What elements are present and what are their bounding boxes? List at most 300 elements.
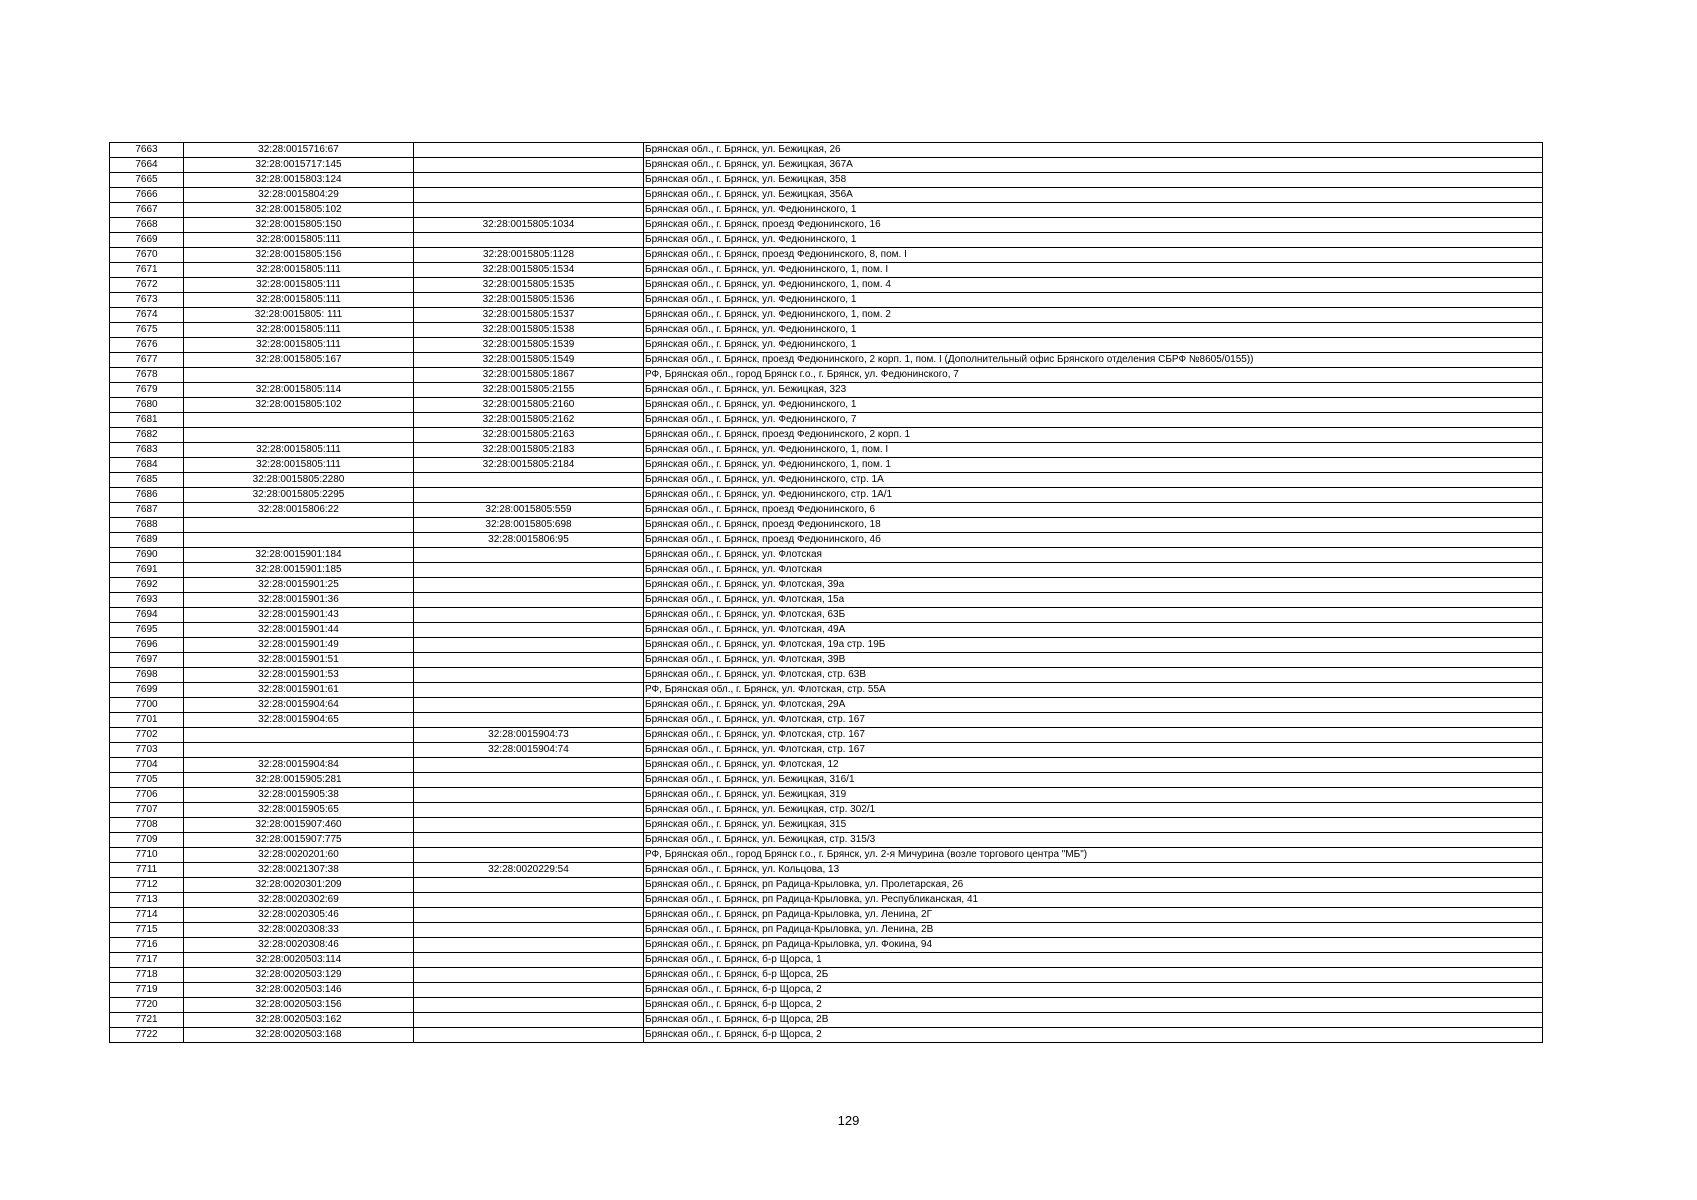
address-cell: Брянская обл., г. Брянск, ул. Бежицкая, 358: [644, 173, 1543, 188]
object-number-cell: [414, 908, 644, 923]
table-row: [110, 743, 1543, 758]
cadastral-number-cell: [184, 728, 414, 743]
address-cell: Брянская обл., г. Брянск, б-р Щорса, 2: [644, 1028, 1543, 1043]
row-number-cell: 7692: [110, 578, 184, 593]
cadastral-number-cell: 32:28:0020503:162: [184, 1013, 414, 1028]
row-number-cell: 7697: [110, 653, 184, 668]
table-row: [110, 713, 1543, 728]
table-row: [110, 188, 1543, 203]
address-cell: Брянская обл., г. Брянск, ул. Флотская, 63Б: [644, 608, 1543, 623]
cadastral-number-cell: 32:28:0015905:281: [184, 773, 414, 788]
cadastral-number-cell: 32:28:0015805:114: [184, 383, 414, 398]
object-number-cell: [414, 968, 644, 983]
address-cell: Брянская обл., г. Брянск, проезд Федюнинского, 16: [644, 218, 1543, 233]
table-row: [110, 623, 1543, 638]
address-cell: Брянская обл., г. Брянск, рп Радица-Крыловка, ул. Пролетарская, 26: [644, 878, 1543, 893]
cadastral-number-cell: 32:28:0015905:38: [184, 788, 414, 803]
table-row: [110, 383, 1543, 398]
object-number-cell: [414, 758, 644, 773]
table-row: [110, 503, 1543, 518]
cadastral-number-cell: 32:28:0020503:156: [184, 998, 414, 1013]
row-number-cell: 7687: [110, 503, 184, 518]
row-number-cell: 7669: [110, 233, 184, 248]
row-number-cell: 7676: [110, 338, 184, 353]
table-row: [110, 668, 1543, 683]
object-number-cell: 32:28:0015805:1536: [414, 293, 644, 308]
object-number-cell: 32:28:0015805:2183: [414, 443, 644, 458]
table-row: [110, 473, 1543, 488]
object-number-cell: [414, 953, 644, 968]
object-number-cell: 32:28:0015805:1128: [414, 248, 644, 263]
cadastral-number-cell: 32:28:0015905:65: [184, 803, 414, 818]
object-number-cell: [414, 1013, 644, 1028]
cadastral-number-cell: 32:28:0015904:65: [184, 713, 414, 728]
table-row: [110, 533, 1543, 548]
table-row: [110, 758, 1543, 773]
address-cell: РФ, Брянская обл., г. Брянск, ул. Флотская, стр. 55А: [644, 683, 1543, 698]
object-number-cell: [414, 668, 644, 683]
object-number-cell: 32:28:0015805:559: [414, 503, 644, 518]
cadastral-number-cell: [184, 743, 414, 758]
row-number-cell: 7717: [110, 953, 184, 968]
table-row: [110, 638, 1543, 653]
registry-table-body: [110, 143, 1543, 1043]
cadastral-number-cell: 32:28:0015805:150: [184, 218, 414, 233]
row-number-cell: 7702: [110, 728, 184, 743]
address-cell: Брянская обл., г. Брянск, б-р Щорса, 2Б: [644, 968, 1543, 983]
row-number-cell: 7690: [110, 548, 184, 563]
address-cell: Брянская обл., г. Брянск, проезд Федюнинского, 18: [644, 518, 1543, 533]
cadastral-number-cell: 32:28:0020305:46: [184, 908, 414, 923]
address-cell: Брянская обл., г. Брянск, ул. Бежицкая, 315: [644, 818, 1543, 833]
table-row: [110, 443, 1543, 458]
row-number-cell: 7685: [110, 473, 184, 488]
table-row: [110, 548, 1543, 563]
cadastral-number-cell: 32:28:0015805:111: [184, 443, 414, 458]
cadastral-number-cell: 32:28:0015805:111: [184, 338, 414, 353]
object-number-cell: [414, 833, 644, 848]
row-number-cell: 7694: [110, 608, 184, 623]
address-cell: Брянская обл., г. Брянск, ул. Бежицкая, 323: [644, 383, 1543, 398]
cadastral-number-cell: 32:28:0015907:775: [184, 833, 414, 848]
object-number-cell: [414, 488, 644, 503]
object-number-cell: 32:28:0015805:2162: [414, 413, 644, 428]
object-number-cell: [414, 773, 644, 788]
cadastral-number-cell: 32:28:0015803:124: [184, 173, 414, 188]
table-row: [110, 173, 1543, 188]
address-cell: Брянская обл., г. Брянск, ул. Бежицкая, 367А: [644, 158, 1543, 173]
address-cell: Брянская обл., г. Брянск, ул. Флотская, 39а: [644, 578, 1543, 593]
row-number-cell: 7681: [110, 413, 184, 428]
address-cell: Брянская обл., г. Брянск, ул. Флотская: [644, 563, 1543, 578]
cadastral-number-cell: 32:28:0015716:67: [184, 143, 414, 158]
table-row: [110, 848, 1543, 863]
object-number-cell: 32:28:0015904:73: [414, 728, 644, 743]
object-number-cell: 32:28:0015805:2155: [414, 383, 644, 398]
object-number-cell: [414, 698, 644, 713]
cadastral-number-cell: 32:28:0015805: 111: [184, 308, 414, 323]
cadastral-number-cell: 32:28:0021307:38: [184, 863, 414, 878]
row-number-cell: 7684: [110, 458, 184, 473]
table-row: [110, 608, 1543, 623]
table-row: [110, 803, 1543, 818]
cadastral-number-cell: 32:28:0015805:111: [184, 233, 414, 248]
object-number-cell: 32:28:0020229:54: [414, 863, 644, 878]
address-cell: Брянская обл., г. Брянск, рп Радица-Крыловка, ул. Ленина, 2В: [644, 923, 1543, 938]
address-cell: Брянская обл., г. Брянск, б-р Щорса, 2: [644, 998, 1543, 1013]
address-cell: Брянская обл., г. Брянск, ул. Флотская, 12: [644, 758, 1543, 773]
row-number-cell: 7679: [110, 383, 184, 398]
row-number-cell: 7713: [110, 893, 184, 908]
row-number-cell: 7703: [110, 743, 184, 758]
cadastral-number-cell: 32:28:0015901:185: [184, 563, 414, 578]
table-row: [110, 218, 1543, 233]
cadastral-number-cell: 32:28:0015805:167: [184, 353, 414, 368]
cadastral-number-cell: 32:28:0015907:460: [184, 818, 414, 833]
object-number-cell: 32:28:0015805:698: [414, 518, 644, 533]
table-row: [110, 698, 1543, 713]
object-number-cell: [414, 788, 644, 803]
row-number-cell: 7680: [110, 398, 184, 413]
object-number-cell: [414, 623, 644, 638]
row-number-cell: 7718: [110, 968, 184, 983]
cadastral-number-cell: 32:28:0015805:111: [184, 278, 414, 293]
address-cell: Брянская обл., г. Брянск, ул. Флотская, стр. 167: [644, 728, 1543, 743]
object-number-cell: [414, 923, 644, 938]
table-row: [110, 413, 1543, 428]
table-row: [110, 263, 1543, 278]
cadastral-number-cell: 32:28:0015717:145: [184, 158, 414, 173]
cadastral-number-cell: 32:28:0015805:156: [184, 248, 414, 263]
object-number-cell: [414, 638, 644, 653]
row-number-cell: 7709: [110, 833, 184, 848]
cadastral-number-cell: 32:28:0015904:84: [184, 758, 414, 773]
row-number-cell: 7670: [110, 248, 184, 263]
object-number-cell: 32:28:0015805:2184: [414, 458, 644, 473]
address-cell: Брянская обл., г. Брянск, ул. Флотская, стр. 167: [644, 743, 1543, 758]
row-number-cell: 7701: [110, 713, 184, 728]
object-number-cell: [414, 203, 644, 218]
object-number-cell: 32:28:0015805:1034: [414, 218, 644, 233]
cadastral-number-cell: 32:28:0015805:102: [184, 398, 414, 413]
cadastral-number-cell: 32:28:0020308:46: [184, 938, 414, 953]
row-number-cell: 7666: [110, 188, 184, 203]
address-cell: Брянская обл., г. Брянск, проезд Федюнинского, 6: [644, 503, 1543, 518]
cadastral-number-cell: 32:28:0020201:60: [184, 848, 414, 863]
table-row: [110, 518, 1543, 533]
object-number-cell: [414, 473, 644, 488]
object-number-cell: [414, 608, 644, 623]
row-number-cell: 7683: [110, 443, 184, 458]
cadastral-number-cell: 32:28:0020503:129: [184, 968, 414, 983]
table-row: [110, 458, 1543, 473]
row-number-cell: 7708: [110, 818, 184, 833]
table-row: [110, 998, 1543, 1013]
row-number-cell: 7698: [110, 668, 184, 683]
table-row: [110, 1028, 1543, 1043]
row-number-cell: 7710: [110, 848, 184, 863]
row-number-cell: 7711: [110, 863, 184, 878]
address-cell: Брянская обл., г. Брянск, ул. Бежицкая, 356А: [644, 188, 1543, 203]
object-number-cell: [414, 878, 644, 893]
row-number-cell: 7675: [110, 323, 184, 338]
cadastral-number-cell: 32:28:0020302:69: [184, 893, 414, 908]
table-row: [110, 308, 1543, 323]
cadastral-number-cell: [184, 518, 414, 533]
address-cell: Брянская обл., г. Брянск, рп Радица-Крыловка, ул. Ленина, 2Г: [644, 908, 1543, 923]
cadastral-number-cell: 32:28:0015904:64: [184, 698, 414, 713]
cadastral-number-cell: 32:28:0015901:44: [184, 623, 414, 638]
row-number-cell: 7686: [110, 488, 184, 503]
cadastral-number-cell: 32:28:0020503:114: [184, 953, 414, 968]
address-cell: Брянская обл., г. Брянск, ул. Бежицкая, 319: [644, 788, 1543, 803]
cadastral-number-cell: [184, 428, 414, 443]
object-number-cell: 32:28:0015904:74: [414, 743, 644, 758]
table-row: [110, 908, 1543, 923]
address-cell: Брянская обл., г. Брянск, проезд Федюнинского, 2 корп. 1: [644, 428, 1543, 443]
row-number-cell: 7674: [110, 308, 184, 323]
address-cell: Брянская обл., г. Брянск, б-р Щорса, 1: [644, 953, 1543, 968]
cadastral-number-cell: 32:28:0015805:111: [184, 263, 414, 278]
registry-table: [109, 142, 1543, 1043]
address-cell: Брянская обл., г. Брянск, ул. Флотская, 39В: [644, 653, 1543, 668]
table-row: [110, 323, 1543, 338]
table-row: [110, 368, 1543, 383]
address-cell: Брянская обл., г. Брянск, ул. Федюнинского, стр. 1А: [644, 473, 1543, 488]
cadastral-number-cell: 32:28:0015805:2295: [184, 488, 414, 503]
row-number-cell: 7665: [110, 173, 184, 188]
object-number-cell: [414, 893, 644, 908]
cadastral-number-cell: 32:28:0015805:102: [184, 203, 414, 218]
cadastral-number-cell: 32:28:0020503:168: [184, 1028, 414, 1043]
table-row: [110, 728, 1543, 743]
cadastral-number-cell: 32:28:0015805:111: [184, 323, 414, 338]
cadastral-number-cell: 32:28:0015901:25: [184, 578, 414, 593]
table-row: [110, 203, 1543, 218]
row-number-cell: 7722: [110, 1028, 184, 1043]
row-number-cell: 7671: [110, 263, 184, 278]
object-number-cell: [414, 233, 644, 248]
cadastral-number-cell: [184, 368, 414, 383]
cadastral-number-cell: 32:28:0015805:2280: [184, 473, 414, 488]
row-number-cell: 7699: [110, 683, 184, 698]
table-row: [110, 233, 1543, 248]
object-number-cell: [414, 983, 644, 998]
cadastral-number-cell: 32:28:0015901:53: [184, 668, 414, 683]
object-number-cell: [414, 143, 644, 158]
object-number-cell: [414, 158, 644, 173]
cadastral-number-cell: 32:28:0020308:33: [184, 923, 414, 938]
address-cell: Брянская обл., г. Брянск, ул. Бежицкая, 26: [644, 143, 1543, 158]
table-row: [110, 833, 1543, 848]
table-row: [110, 983, 1543, 998]
table-row: [110, 338, 1543, 353]
address-cell: Брянская обл., г. Брянск, ул. Бежицкая, 316/1: [644, 773, 1543, 788]
table-row: [110, 563, 1543, 578]
object-number-cell: 32:28:0015805:1534: [414, 263, 644, 278]
row-number-cell: 7720: [110, 998, 184, 1013]
address-cell: Брянская обл., г. Брянск, проезд Федюнинского, 8, пом. I: [644, 248, 1543, 263]
table-row: [110, 578, 1543, 593]
row-number-cell: 7677: [110, 353, 184, 368]
address-cell: Брянская обл., г. Брянск, ул. Флотская, 19а стр. 19Б: [644, 638, 1543, 653]
row-number-cell: 7716: [110, 938, 184, 953]
table-row: [110, 488, 1543, 503]
address-cell: Брянская обл., г. Брянск, ул. Бежицкая, стр. 315/3: [644, 833, 1543, 848]
cadastral-number-cell: 32:28:0020503:146: [184, 983, 414, 998]
cadastral-number-cell: 32:28:0015901:36: [184, 593, 414, 608]
address-cell: Брянская обл., г. Брянск, ул. Федюнинского, 1, пом. I: [644, 263, 1543, 278]
address-cell: Брянская обл., г. Брянск, рп Радица-Крыловка, ул. Республиканская, 41: [644, 893, 1543, 908]
object-number-cell: 32:28:0015805:1537: [414, 308, 644, 323]
address-cell: Брянская обл., г. Брянск, ул. Флотская, стр. 167: [644, 713, 1543, 728]
row-number-cell: 7704: [110, 758, 184, 773]
table-row: [110, 398, 1543, 413]
address-cell: Брянская обл., г. Брянск, рп Радица-Крыловка, ул. Фокина, 94: [644, 938, 1543, 953]
row-number-cell: 7682: [110, 428, 184, 443]
address-cell: РФ, Брянская обл., город Брянск г.о., г. Брянск, ул. Федюнинского, 7: [644, 368, 1543, 383]
object-number-cell: 32:28:0015805:2160: [414, 398, 644, 413]
table-row: [110, 143, 1543, 158]
table-row: [110, 1013, 1543, 1028]
address-cell: Брянская обл., г. Брянск, ул. Федюнинского, 1: [644, 293, 1543, 308]
object-number-cell: 32:28:0015805:1538: [414, 323, 644, 338]
table-row: [110, 953, 1543, 968]
address-cell: Брянская обл., г. Брянск, проезд Федюнинского, 4б: [644, 533, 1543, 548]
address-cell: Брянская обл., г. Брянск, ул. Флотская, 49А: [644, 623, 1543, 638]
row-number-cell: 7689: [110, 533, 184, 548]
table-row: [110, 293, 1543, 308]
table-row: [110, 938, 1543, 953]
cadastral-number-cell: [184, 413, 414, 428]
table-row: [110, 773, 1543, 788]
address-cell: Брянская обл., г. Брянск, ул. Федюнинского, 1: [644, 203, 1543, 218]
table-row: [110, 593, 1543, 608]
object-number-cell: [414, 548, 644, 563]
object-number-cell: 32:28:0015805:1535: [414, 278, 644, 293]
row-number-cell: 7693: [110, 593, 184, 608]
address-cell: Брянская обл., г. Брянск, ул. Флотская: [644, 548, 1543, 563]
row-number-cell: 7721: [110, 1013, 184, 1028]
table-row: [110, 353, 1543, 368]
cadastral-number-cell: 32:28:0015901:184: [184, 548, 414, 563]
cadastral-number-cell: [184, 533, 414, 548]
object-number-cell: [414, 848, 644, 863]
table-row: [110, 278, 1543, 293]
registry-table-container: [109, 142, 1542, 1043]
table-row: [110, 863, 1543, 878]
cadastral-number-cell: 32:28:0015901:43: [184, 608, 414, 623]
page-number: 129: [837, 1113, 860, 1128]
cadastral-number-cell: 32:28:0015901:49: [184, 638, 414, 653]
object-number-cell: [414, 683, 644, 698]
row-number-cell: 7695: [110, 623, 184, 638]
cadastral-number-cell: 32:28:0015806:22: [184, 503, 414, 518]
row-number-cell: 7672: [110, 278, 184, 293]
address-cell: Брянская обл., г. Брянск, ул. Бежицкая, стр. 302/1: [644, 803, 1543, 818]
row-number-cell: 7707: [110, 803, 184, 818]
table-row: [110, 788, 1543, 803]
table-row: [110, 923, 1543, 938]
object-number-cell: [414, 803, 644, 818]
object-number-cell: [414, 563, 644, 578]
address-cell: РФ, Брянская обл., город Брянск г.о., г. Брянск, ул. 2-я Мичурина (возле торгового центра "МБ"): [644, 848, 1543, 863]
row-number-cell: 7700: [110, 698, 184, 713]
cadastral-number-cell: 32:28:0015805:111: [184, 293, 414, 308]
object-number-cell: 32:28:0015805:1867: [414, 368, 644, 383]
object-number-cell: [414, 173, 644, 188]
cadastral-number-cell: 32:28:0015804:29: [184, 188, 414, 203]
address-cell: Брянская обл., г. Брянск, ул. Федюнинского, 1, пом. 1: [644, 458, 1543, 473]
table-row: [110, 653, 1543, 668]
cadastral-number-cell: 32:28:0015805:111: [184, 458, 414, 473]
address-cell: Брянская обл., г. Брянск, ул. Федюнинского, стр. 1А/1: [644, 488, 1543, 503]
address-cell: Брянская обл., г. Брянск, ул. Федюнинского, 1: [644, 398, 1543, 413]
cadastral-number-cell: 32:28:0015901:61: [184, 683, 414, 698]
row-number-cell: 7688: [110, 518, 184, 533]
object-number-cell: [414, 938, 644, 953]
row-number-cell: 7719: [110, 983, 184, 998]
address-cell: Брянская обл., г. Брянск, проезд Федюнинского, 2 корп. 1, пом. I (Дополнительный офис Брянского отделения СБРФ №8605/0155)): [644, 353, 1543, 368]
address-cell: Брянская обл., г. Брянск, ул. Флотская, 29А: [644, 698, 1543, 713]
address-cell: Брянская обл., г. Брянск, ул. Федюнинского, 1: [644, 233, 1543, 248]
object-number-cell: [414, 998, 644, 1013]
row-number-cell: 7696: [110, 638, 184, 653]
row-number-cell: 7664: [110, 158, 184, 173]
row-number-cell: 7673: [110, 293, 184, 308]
object-number-cell: 32:28:0015806:95: [414, 533, 644, 548]
address-cell: Брянская обл., г. Брянск, ул. Федюнинского, 1, пом. 2: [644, 308, 1543, 323]
cadastral-number-cell: 32:28:0020301:209: [184, 878, 414, 893]
object-number-cell: 32:28:0015805:1539: [414, 338, 644, 353]
address-cell: Брянская обл., г. Брянск, ул. Федюнинского, 1, пом. I: [644, 443, 1543, 458]
object-number-cell: 32:28:0015805:2163: [414, 428, 644, 443]
object-number-cell: [414, 578, 644, 593]
address-cell: Брянская обл., г. Брянск, ул. Федюнинского, 1: [644, 338, 1543, 353]
row-number-cell: 7705: [110, 773, 184, 788]
row-number-cell: 7714: [110, 908, 184, 923]
row-number-cell: 7712: [110, 878, 184, 893]
object-number-cell: [414, 1028, 644, 1043]
row-number-cell: 7715: [110, 923, 184, 938]
row-number-cell: 7706: [110, 788, 184, 803]
row-number-cell: 7663: [110, 143, 184, 158]
table-row: [110, 248, 1543, 263]
row-number-cell: 7668: [110, 218, 184, 233]
object-number-cell: [414, 653, 644, 668]
address-cell: Брянская обл., г. Брянск, ул. Кольцова, 13: [644, 863, 1543, 878]
row-number-cell: 7691: [110, 563, 184, 578]
address-cell: Брянская обл., г. Брянск, ул. Федюнинского, 1: [644, 323, 1543, 338]
table-row: [110, 893, 1543, 908]
table-row: [110, 968, 1543, 983]
table-row: [110, 878, 1543, 893]
cadastral-number-cell: 32:28:0015901:51: [184, 653, 414, 668]
row-number-cell: 7667: [110, 203, 184, 218]
row-number-cell: 7678: [110, 368, 184, 383]
table-row: [110, 428, 1543, 443]
address-cell: Брянская обл., г. Брянск, ул. Федюнинского, 7: [644, 413, 1543, 428]
table-row: [110, 158, 1543, 173]
object-number-cell: [414, 818, 644, 833]
object-number-cell: [414, 593, 644, 608]
address-cell: Брянская обл., г. Брянск, ул. Федюнинского, 1, пом. 4: [644, 278, 1543, 293]
object-number-cell: [414, 713, 644, 728]
object-number-cell: [414, 188, 644, 203]
address-cell: Брянская обл., г. Брянск, б-р Щорса, 2В: [644, 1013, 1543, 1028]
object-number-cell: 32:28:0015805:1549: [414, 353, 644, 368]
address-cell: Брянская обл., г. Брянск, ул. Флотская, 15а: [644, 593, 1543, 608]
